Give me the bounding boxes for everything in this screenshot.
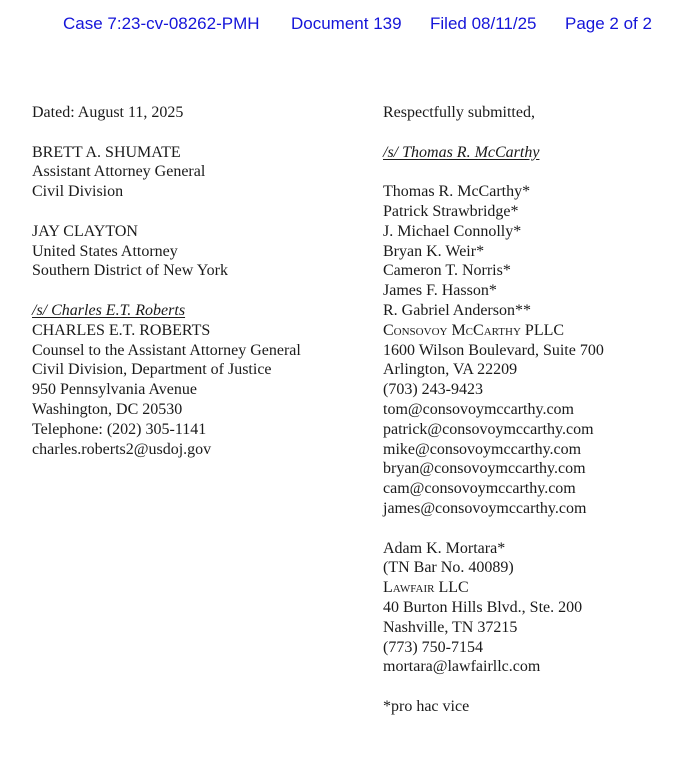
document-number: Document 139 <box>291 14 402 33</box>
email: patrick@consovoymccarthy.com <box>383 420 594 438</box>
attorney-name: Cameron T. Norris* <box>383 262 511 280</box>
firm-name: Lawfair LLC <box>383 579 469 597</box>
footnote: *pro hac vice <box>383 697 470 715</box>
attorney-title: United States Attorney <box>32 242 178 260</box>
submitted-line: Respectfully submitted, <box>383 104 535 121</box>
email: cam@consovoymccarthy.com <box>383 480 576 498</box>
address-street: 40 Burton Hills Blvd., Ste. 200 <box>383 598 583 616</box>
firm-name: Consovoy McCarthy PLLC <box>383 321 565 339</box>
signature-line: /s/ Thomas R. McCarthy <box>383 143 540 161</box>
attorney-name: Adam K. Mortara* <box>383 539 506 557</box>
bar-number: (TN Bar No. 40089) <box>383 559 514 577</box>
attorney-name: Bryan K. Weir* <box>383 242 485 260</box>
attorney-name: James F. Hasson* <box>383 282 497 300</box>
attorney-title: Assistant Attorney General <box>32 163 206 181</box>
email: tom@consovoymccarthy.com <box>383 400 574 418</box>
attorney-name: JAY CLAYTON <box>32 222 138 240</box>
email: mike@consovoymccarthy.com <box>383 440 582 458</box>
attorney-name: BRETT A. SHUMATE <box>32 143 181 161</box>
address-street: 950 Pennsylvania Avenue <box>32 381 198 399</box>
attorney-district: Southern District of New York <box>32 262 228 280</box>
address-city: Arlington, VA 22209 <box>383 361 518 379</box>
telephone: Telephone: (202) 305-1141 <box>32 420 207 438</box>
page-number: Page 2 of 2 <box>565 14 652 33</box>
signer-department: Civil Division, Department of Justice <box>32 361 272 379</box>
ecf-header <box>0 14 689 38</box>
attorney-name: Patrick Strawbridge* <box>383 202 519 220</box>
dated-line: Dated: August 11, 2025 <box>32 104 184 121</box>
attorney-name: J. Michael Connolly* <box>383 222 522 240</box>
email: bryan@consovoymccarthy.com <box>383 460 586 478</box>
left-signature-column <box>32 103 362 459</box>
telephone: (773) 750-7154 <box>383 638 483 656</box>
address-city: Nashville, TN 37215 <box>383 618 518 636</box>
telephone: (703) 243-9423 <box>383 381 483 399</box>
signature-line: /s/ Charles E.T. Roberts <box>32 301 186 319</box>
address-city: Washington, DC 20530 <box>32 400 183 418</box>
attorney-division: Civil Division <box>32 183 124 201</box>
attorney-name: Thomas R. McCarthy* <box>383 183 531 201</box>
address-street: 1600 Wilson Boulevard, Suite 700 <box>383 341 604 359</box>
filed-date: Filed 08/11/25 <box>430 14 537 33</box>
signer-title: Counsel to the Assistant Attorney General <box>32 341 301 359</box>
signer-name: CHARLES E.T. ROBERTS <box>32 321 211 339</box>
email: charles.roberts2@usdoj.gov <box>32 440 212 458</box>
attorney-name: R. Gabriel Anderson** <box>383 301 531 319</box>
email: mortara@lawfairllc.com <box>383 658 541 676</box>
email: james@consovoymccarthy.com <box>383 499 587 517</box>
right-signature-column <box>383 103 683 717</box>
case-number: Case 7:23-cv-08262-PMH <box>63 14 260 33</box>
